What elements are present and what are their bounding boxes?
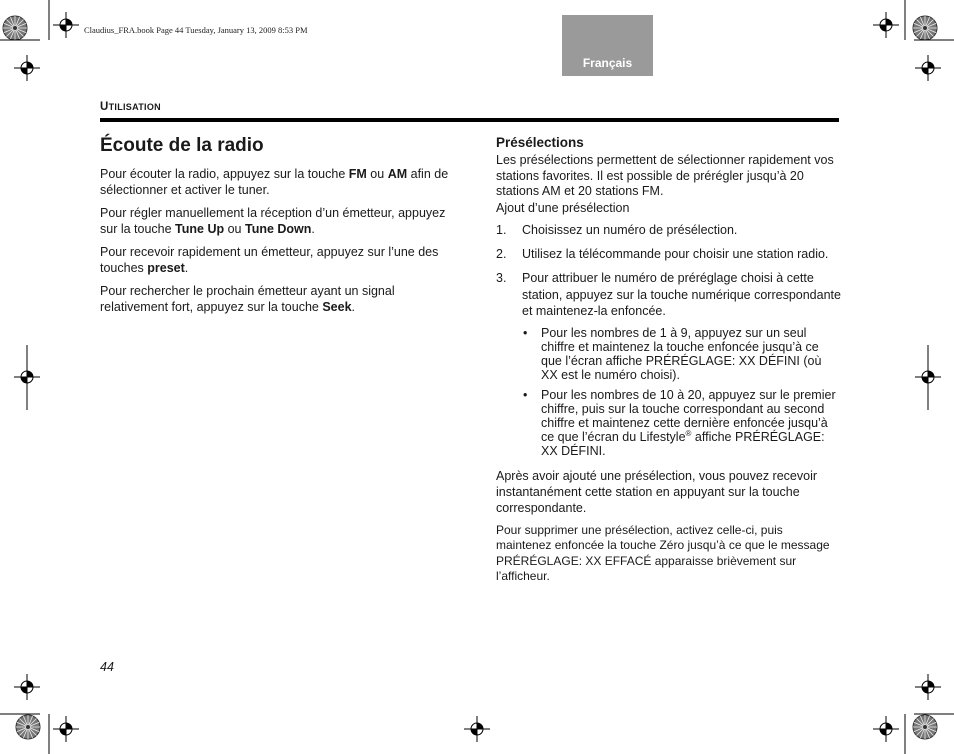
text: Pour régler manuellement la réception d’un émetteur, appuyez sur la touche xyxy=(100,206,446,236)
registered-mark: ® xyxy=(685,428,692,438)
key-tune-up: Tune Up xyxy=(175,221,225,236)
bullet-text: Pour les nombres de 1 à 9, appuyez sur un seul chiffre et maintenez la touche enfoncée jusqu’à ce que l’écran affiche PRÉRÉGLAGE: XX DÉFINI (où XX est le numéro choisi). xyxy=(541,325,822,382)
text: ou xyxy=(224,221,245,236)
bullet-text: affiche PRÉRÉGLAGE: XX DÉFINI. xyxy=(541,429,825,458)
text: Pour recevoir rapidement un émetteur, appuyez sur l’une des touches xyxy=(100,245,439,275)
bullet-icon: • xyxy=(523,325,528,340)
step-text: Utilisez la télécommande pour choisir une station radio. xyxy=(522,246,829,261)
step-text: Choisissez un numéro de présélection. xyxy=(522,223,738,237)
text: ou xyxy=(366,167,388,181)
section-label-first: U xyxy=(100,101,109,113)
presets-intro: Les présélections permettent de sélectionner rapidement vos stations favorites. Il est possible de prérégler jusqu’à 20 stations AM et 20 stations FM. xyxy=(496,153,834,198)
key-seek: Seek xyxy=(322,299,352,314)
text: Pour rechercher le prochain émetteur ayant un signal relativement fort, appuyez sur la touche xyxy=(100,284,395,314)
delete-preset-paragraph: Pour supprimer une présélection, activez celle-ci, puis maintenez enfoncée la touche Zéro jusqu’à ce que le message PRÉRÉGLAGE: XX EFFACÉ apparaisse brièvement sur l’afficheur. xyxy=(496,522,830,583)
text: . xyxy=(311,221,315,236)
add-preset-heading: Ajout d’une présélection xyxy=(496,200,630,215)
text: . xyxy=(184,260,189,275)
page-title: Écoute de la radio xyxy=(100,135,264,156)
text: Pour écouter la radio, appuyez sur la touche xyxy=(100,167,349,181)
key-am: AM xyxy=(387,167,408,181)
after-add-paragraph: Après avoir ajouté une présélection, vous pouvez recevoir instantanément cette station en appuyant sur la touche correspondante. xyxy=(496,468,818,515)
page-number: 44 xyxy=(100,660,114,674)
step-number: 3. xyxy=(496,271,507,285)
key-fm: FM xyxy=(348,167,367,181)
book-header: Claudius_FRA.book Page 44 Tuesday, January 13, 2009 8:53 PM xyxy=(84,25,308,35)
key-preset: preset xyxy=(147,260,185,275)
text: afin de sélectionner et activer le tuner. xyxy=(100,167,449,197)
language-tab-label: Français xyxy=(582,56,633,70)
key-tune-down: Tune Down xyxy=(244,221,312,236)
bullet-icon: • xyxy=(523,387,528,402)
step-number: 2. xyxy=(496,246,507,261)
step-text: Pour attribuer le numéro de préréglage choisi à cette station, appuyez sur la touche numérique correspondante et maintenez-la enfoncée. xyxy=(522,271,841,318)
text: . xyxy=(351,299,356,314)
bullet-text: Pour les nombres de 10 à 20, appuyez sur le premier chiffre, puis sur la touche correspondant au second chiffre et maintenez cette dernière enfoncée jusqu’à ce que l’écran du Lifestyle xyxy=(541,387,836,444)
step-number: 1. xyxy=(496,223,507,237)
section-title-presets: Présélections xyxy=(496,135,584,150)
section-label-rest: TILISATION xyxy=(108,102,161,112)
